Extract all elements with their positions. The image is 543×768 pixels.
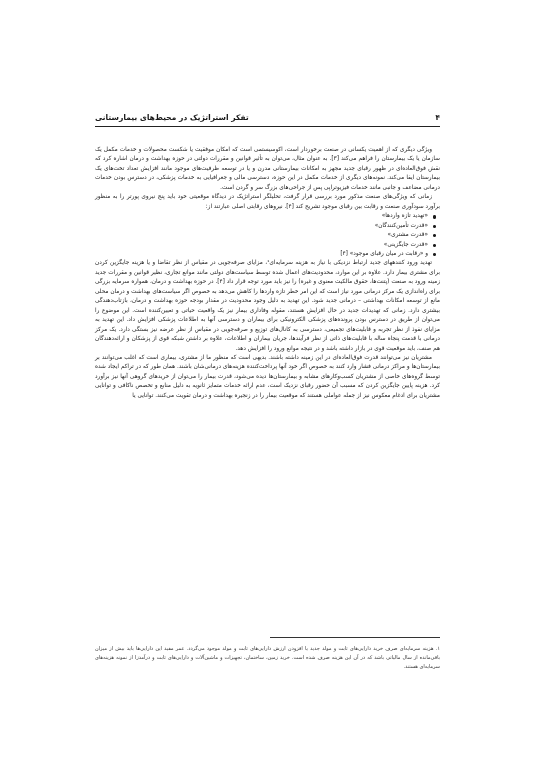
paragraph: ویژگی دیگری که از اهمیت یکسانی در صنعت برخوردار است، اکوسیستمی است که امکان موفقیت یا شکست محصولات و خدمات مکمل یک سازمان یا یک بیمارستان را فراهم می‌کند [۳]. به عنوان مثال، می‌توان به تأثیر قوانین و مقررات دولتی در حوزه بهداشت و درمان اشاره کرد که نقش فوق‌العاده‌ای در ظهور رقبای جدید مجهز به امکانات بیمارستانی مدرن و یا در توسعه ظرفیت‌های موجود مانند افزایش تعداد تخت‌های یک بیمارستان ایفا می‌کند. نمونه‌های دیگری از خدمات مکمل در این حوزه، دسترسی مالی و جغرافیایی به خدمات پزشکی، در دسترس بودن خدمات درمانی مضاعف و جانبی مانند خدمات فیزیوتراپی پس از جراحی‌های بزرگ سر و گردن است.	[95, 147, 440, 191]
running-header	[95, 108, 440, 122]
paragraph: تهدید ورود کنندههای جدید ارتباط نزدیکی با نیاز به هزینه سرمایه‌ای¹، مزایای صرفه‌جویی در مقیاس از نظر تقاضا و یا هزینه جایگزین کردن برای مشتری بیمار دارد. علاوه بر این موارد، محدودیت‌های اعمال شده توسط سیاست‌های دولتی مانند موانع تجاری، نظیر قوانین و مقررات جدید زمینه ورود به صنعت (پتنت‌ها، حقوق مالکیت معنوی و غیره) را نیز باید مورد توجه قرار داد [۴]. در حوزه بهداشت و درمان، همواره سرمایه بزرگی برای راه‌اندازی یک مرکز درمانی مورد نیاز است که این امر خطر تازه واردها را کاهش می‌دهد به خصوص اگر سیاست‌های بهداشت و درمان محلی مانع از توسعه امکانات بهداشتی – درمانی جدید شود. این تهدید به دلیل وجود محدودیت در مقدار بودجه حوزه بهداشت و درمان، بازتاب‌دهندگی بیشتری دارد. زمانی که تهدیدات جدید در حال افزایش هستند، مقوله وفاداری بیمار نیز یک واقعیت حیاتی و تعیین‌کننده است. این موضوع را می‌توان از طریق در دسترس بودن پرونده‌های پزشکی الکترونیکی برای بیماران و دسترسی آنها به اطلاعات پزشکی افزایش داد. این تهدید به مزایای نفوذ از نظر تجربه و قابلیت‌های تجمیعی، دسترسی به کانال‌های توزیع و صرفه‌جویی در مقیاس از نظر عرضه نیز بستگی دارد. یک مرکز درمانی با قدمت پنجاه ساله با قابلیت‌های ذاتی از نظر فرآیندها، جریان بیماران و اطلاعات، علاوه بر داشتن شبکه قوی از پزشکان و ارائه‌دهندگان هم صنف، باید موقعیت قوی در بازار داشته باشد و در نتیجه موانع ورود را افزایش دهد.	[95, 260, 440, 352]
porter-forces-list	[95, 212, 440, 259]
list-item: «قدرت مشتری»	[95, 231, 428, 240]
page-number: ۴	[435, 113, 440, 122]
list-item: «تهدید تازه واردها»	[95, 212, 428, 221]
footnote: ۱. هزینه سرمایه‌ای صرف خرید دارایی‌های ثابت و مولد جدید یا افزودن ارزش دارایی‌های ثابت و مولد موجود می‌گردد. عمر مفید این دارایی‌ها باید بیش از میزان باقی‌مانده از سال مالیاتی باشد که در آن این هزینه صرف شده است. خرید زمین، ساختمان، تجهیزات و ماشین‌آلات و دارایی‌های ثابت و درآمدزا از نمونه هزینه‌های سرمایه‌ای هستند.	[95, 646, 440, 671]
list-item: و «رقابت در میان رقبای موجود» [۴]	[95, 250, 428, 259]
list-item: «قدرت جایگزینی»	[95, 241, 428, 250]
paragraph: زمانی که ویژگی‌های صنعت مذکور مورد بررسی قرار گرفت، تحلیلگر استراتژیک در دیدگاه موقعیتی خود باید پنج نیروی پورتر را به منظور برآورد سودآوری صنعت و رقابت بین رقبای موجود تشریح کند [۴]. نیروهای رقابتی اصلی عبارتند از:	[95, 194, 440, 210]
paragraph: مشتریان نیز می‌توانند قدرت فوق‌العاده‌ای در این زمینه داشته باشند. بدیهی است که منظور ما از مشتری، بیماری است که اغلب می‌توانند بر بیمارستان‌ها و مراکز درمانی فشار وارد کنند به خصوص اگر خود آنها پرداخت‌کننده هزینه‌های درمانی‌شان باشند. همان طور که در تراکم ایجاد شده توسط گروه‌های خاصی از مشتریان کسب‌وکارهای مشابه و بیمارستان‌ها دیده می‌شود، قدرت بیمار را می‌توان از خریدهای گروهی آنها نیز برآورد کرد. هزینه پایین جایگزین کردن که مسبب آن حضور رقبای نزدیک است، عدم ارائه خدمات متمایز ثانویه به دلیل منابع و تخصص ناکافی و توانایی مشتریان برای ادغام معکوس نیز از جمله عواملی هستند که موقعیت بیمار را در زنجیره بهداشت و درمان تقویت می‌کنند. توانایی یا	[95, 354, 440, 399]
body-text	[95, 146, 440, 401]
footnote-divider	[270, 637, 440, 638]
list-item: «قدرت تأمین‌کنندگان»	[95, 222, 428, 231]
header-divider	[95, 126, 440, 127]
running-title: تفکر استراتژیک در محیط‌های بیمارستانی	[95, 113, 249, 122]
